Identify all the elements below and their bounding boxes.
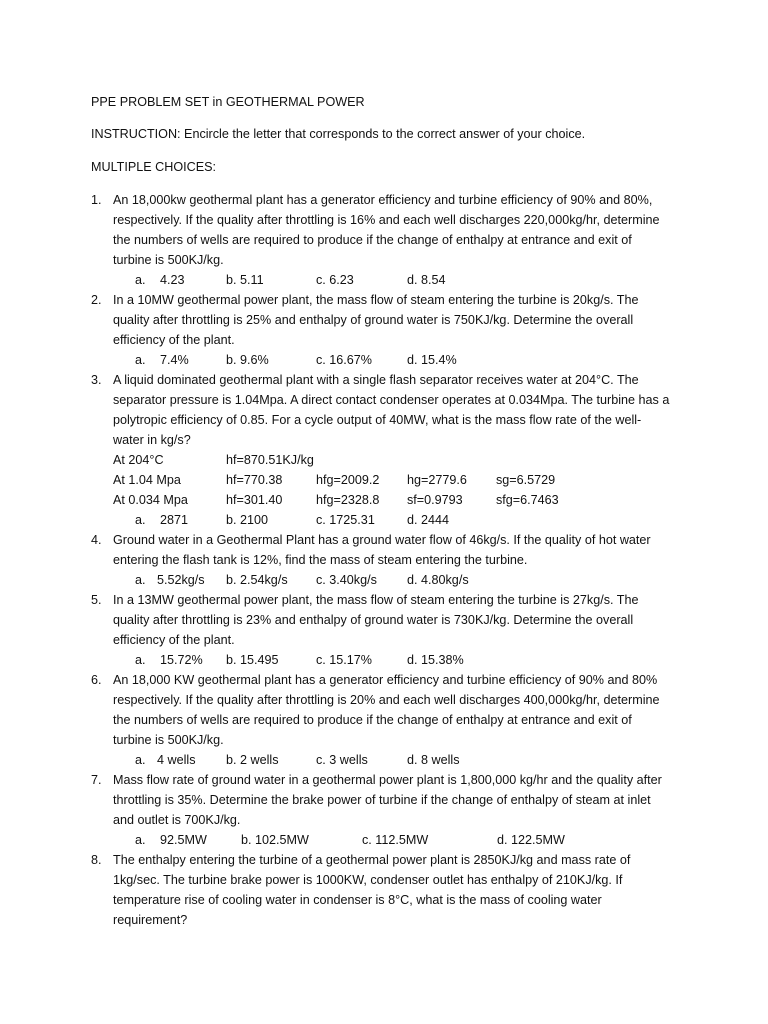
option-a: 92.5MW (160, 833, 207, 847)
question-line: entering the flash tank is 12%, find the mass of steam entering the turbine. (113, 553, 528, 567)
option-a: 4 wells (157, 753, 196, 767)
question-number: 4. (91, 533, 102, 547)
question-line: An 18,000kw geothermal plant has a generator efficiency and turbine efficiency of 90% and 80%, (113, 193, 653, 207)
question-line: requirement? (113, 913, 188, 927)
question-line: The enthalpy entering the turbine of a geothermal power plant is 2850KJ/kg and mass rate of (113, 853, 631, 867)
option-c: c. 3.40kg/s (316, 573, 377, 587)
steam-table-value: hfg=2328.8 (316, 493, 380, 507)
option-b: b. 2.54kg/s (226, 573, 288, 587)
option-a: 2871 (160, 513, 189, 527)
question-number: 6. (91, 673, 102, 687)
option-a: 7.4% (160, 353, 189, 367)
steam-table-value: hf=770.38 (226, 473, 283, 487)
question-line: water in kg/s? (113, 433, 191, 447)
question-number: 7. (91, 773, 102, 787)
steam-table-value: sfg=6.7463 (496, 493, 559, 507)
question-number: 2. (91, 293, 102, 307)
option-a-letter: a. (135, 273, 146, 287)
option-d: d. 8.54 (407, 273, 446, 287)
question-line: In a 13MW geothermal power plant, the mass flow of steam entering the turbine is 27kg/s. The (113, 593, 639, 607)
steam-table-value: hf=870.51KJ/kg (226, 453, 314, 467)
option-b: b. 5.11 (226, 273, 264, 287)
question-line: 1kg/sec. The turbine brake power is 1000KW, condenser outlet has enthalpy of 210KJ/kg. If (113, 873, 623, 887)
option-b: b. 102.5MW (241, 833, 309, 847)
question-line: polytropic efficiency of 0.85. For a cycle output of 40MW, what is the mass flow rate of the well- (113, 413, 642, 427)
option-a-letter: a. (135, 833, 146, 847)
question-line: temperature rise of cooling water in condenser is 8°C, what is the mass of cooling water (113, 893, 602, 907)
steam-table-value: hg=2779.6 (407, 473, 467, 487)
option-a-letter: a. (135, 353, 146, 367)
section-heading: MULTIPLE CHOICES: (91, 160, 217, 174)
question-line: efficiency of the plant. (113, 633, 235, 647)
option-a-letter: a. (135, 753, 146, 767)
question-number: 5. (91, 593, 102, 607)
option-d: d. 4.80kg/s (407, 573, 469, 587)
option-c: c. 6.23 (316, 273, 354, 287)
option-a-letter: a. (135, 653, 146, 667)
option-a: 4.23 (160, 273, 185, 287)
question-line: A liquid dominated geothermal plant with a single flash separator receives water at 204°C. The (113, 373, 639, 387)
option-a-letter: a. (135, 573, 146, 587)
option-b: b. 15.495 (226, 653, 279, 667)
question-line: the numbers of wells are required to produce if the change of enthalpy at entrance and exit of (113, 713, 632, 727)
option-d: d. 122.5MW (497, 833, 565, 847)
option-d: d. 15.38% (407, 653, 464, 667)
question-number: 3. (91, 373, 102, 387)
instruction-text: INSTRUCTION: Encircle the letter that corresponds to the correct answer of your choice. (91, 127, 586, 141)
question-line: An 18,000 KW geothermal plant has a generator efficiency and turbine efficiency of 90% and 80% (113, 673, 658, 687)
option-d: d. 2444 (407, 513, 450, 527)
option-d: d. 8 wells (407, 753, 460, 767)
steam-table-label: At 0.034 Mpa (113, 493, 188, 507)
option-c: c. 15.17% (316, 653, 373, 667)
steam-table-label: At 1.04 Mpa (113, 473, 181, 487)
question-line: turbine is 500KJ/kg. (113, 253, 224, 267)
question-line: quality after throttling is 25% and enthalpy of ground water is 750KJ/kg. Determine the overall (113, 313, 634, 327)
option-a: 5.52kg/s (157, 573, 205, 587)
question-line: and outlet is 700KJ/kg. (113, 813, 241, 827)
question-line: respectively. If the quality after throttling is 16% and each well discharges 220,000kg/hr, determine (113, 213, 660, 227)
steam-table-value: sg=6.5729 (496, 473, 556, 487)
question-line: quality after throttling is 23% and enthalpy of ground water is 730KJ/kg. Determine the overall (113, 613, 634, 627)
option-c: c. 3 wells (316, 753, 368, 767)
steam-table-label: At 204°C (113, 453, 164, 467)
steam-table-value: hfg=2009.2 (316, 473, 380, 487)
option-d: d. 15.4% (407, 353, 457, 367)
option-b: b. 2100 (226, 513, 269, 527)
question-number: 1. (91, 193, 102, 207)
question-line: respectively. If the quality after throttling is 20% and each well discharges 400,000kg/hr, determine (113, 693, 660, 707)
question-line: Ground water in a Geothermal Plant has a ground water flow of 46kg/s. If the quality of hot water (113, 533, 651, 547)
question-line: efficiency of the plant. (113, 333, 235, 347)
question-line: Mass flow rate of ground water in a geothermal power plant is 1,800,000 kg/hr and the quality after (113, 773, 662, 787)
option-b: b. 2 wells (226, 753, 279, 767)
question-number: 8. (91, 853, 102, 867)
option-a-letter: a. (135, 513, 146, 527)
question-line: the numbers of wells are required to produce if the change of enthalpy at entrance and exit of (113, 233, 632, 247)
option-c: c. 16.67% (316, 353, 373, 367)
option-b: b. 9.6% (226, 353, 269, 367)
option-c: c. 112.5MW (362, 833, 429, 847)
document-title: PPE PROBLEM SET in GEOTHERMAL POWER (91, 95, 365, 109)
option-c: c. 1725.31 (316, 513, 375, 527)
question-line: separator pressure is 1.04Mpa. A direct contact condenser operates at 0.034Mpa. The turbine has a (113, 393, 670, 407)
steam-table-value: hf=301.40 (226, 493, 283, 507)
question-line: throttling is 35%. Determine the brake power of turbine if the change of enthalpy of steam at inlet (113, 793, 651, 807)
question-line: In a 10MW geothermal power plant, the mass flow of steam entering the turbine is 20kg/s. The (113, 293, 639, 307)
steam-table-value: sf=0.9793 (407, 493, 463, 507)
question-line: turbine is 500KJ/kg. (113, 733, 224, 747)
option-a: 15.72% (160, 653, 203, 667)
